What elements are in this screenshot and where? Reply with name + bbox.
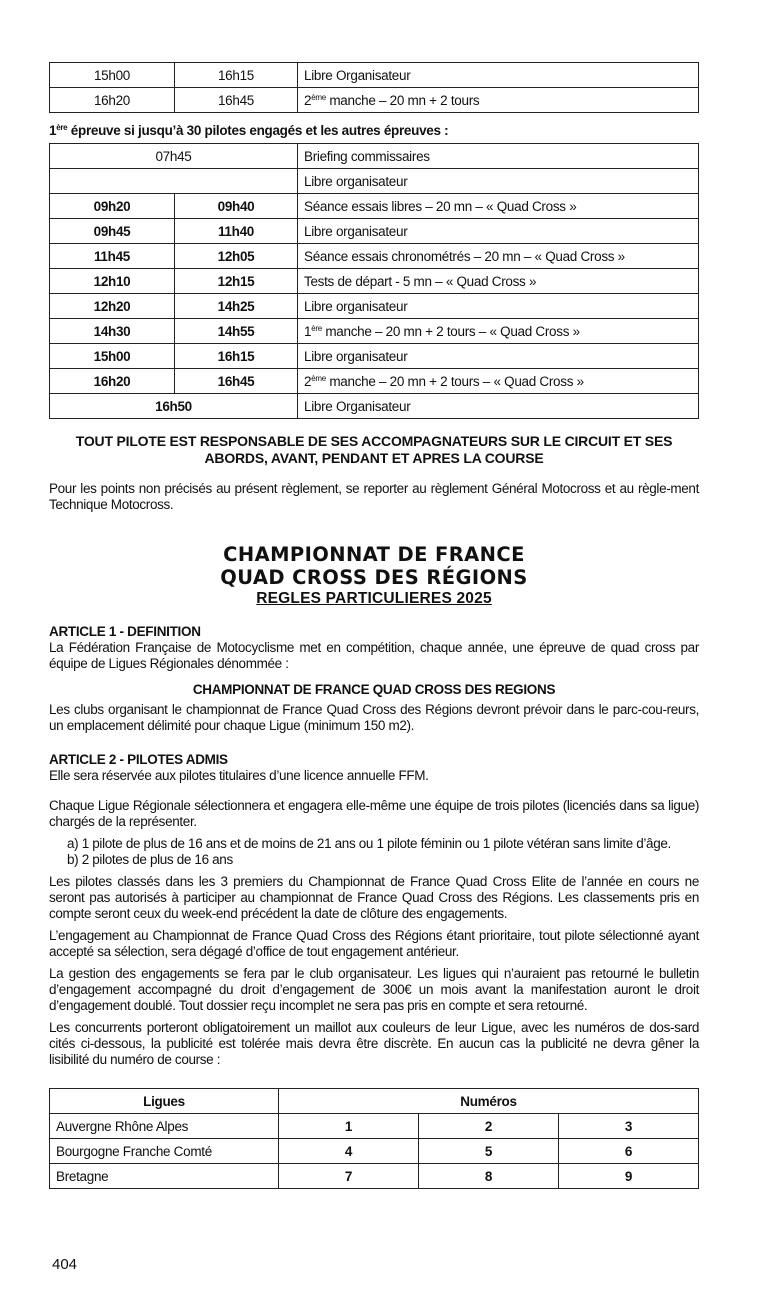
end-time: 16h45 [175, 88, 298, 113]
activity: Briefing commissaires [298, 144, 699, 169]
number: 6 [559, 1139, 699, 1164]
title-line-2: QUAD CROSS DES RÉGIONS [220, 566, 528, 589]
activity: 2ème manche – 20 mn + 2 tours – « Quad Cross » [298, 369, 699, 394]
end-time: 09h40 [175, 194, 298, 219]
start-time: 11h45 [50, 244, 175, 269]
table-row [50, 319, 699, 344]
table-row [50, 394, 699, 419]
end-time: 16h15 [175, 344, 298, 369]
activity: 2ème manche – 20 mn + 2 tours [298, 88, 699, 113]
league-name: Auvergne Rhône Alpes [50, 1114, 279, 1139]
table-row [50, 244, 699, 269]
championship-name: CHAMPIONNAT DE FRANCE QUAD CROSS DES REGIONS [192, 682, 556, 697]
table-row [50, 269, 699, 294]
end-time: 12h05 [175, 244, 298, 269]
table-row [50, 194, 699, 219]
paragraph: La Fédération Française de Motocyclisme met en compétition, chaque année, une épreuve de quad cross par équipe de Ligues Régionales dénommée : [49, 640, 699, 671]
number: 7 [279, 1164, 419, 1189]
table-row [50, 344, 699, 369]
table-row [50, 88, 699, 113]
time [50, 169, 298, 194]
activity: Libre organisateur [298, 169, 699, 194]
start-time: 12h10 [50, 269, 175, 294]
activity: Libre organisateur [298, 344, 699, 369]
number: 4 [279, 1139, 419, 1164]
end-time: 11h40 [175, 219, 298, 244]
start-time: 16h20 [50, 369, 175, 394]
list-item: a) 1 pilote de plus de 16 ans et de moins de 21 ans ou 1 pilote féminin ou 1 pilote vétéran sans limite d’âge. [67, 836, 671, 851]
table-row [50, 219, 699, 244]
activity: Séance essais chronométrés – 20 mn – « Quad Cross » [298, 244, 699, 269]
time: 16h50 [50, 394, 298, 419]
league-numbers-table [49, 1088, 699, 1189]
paragraph: Les concurrents porteront obligatoirement un maillot aux couleurs de leur Ligue, avec les numéros de dos-sard cités ci-dessous, la publicité est tolérée mais devra être discrète. En aucun cas la publicité ne devra gêner la lisibilité du numéro de course : [49, 1020, 699, 1067]
activity: Tests de départ - 5 mn – « Quad Cross » [298, 269, 699, 294]
article-heading: ARTICLE 2 - PILOTES ADMIS [49, 752, 228, 767]
table-row [50, 144, 699, 169]
start-time: 16h20 [50, 88, 175, 113]
number: 9 [559, 1164, 699, 1189]
article-1 [49, 624, 699, 734]
title-line-1: CHAMPIONNAT DE FRANCE [223, 543, 525, 566]
table-row [50, 63, 699, 88]
end-time: 16h15 [175, 63, 298, 88]
list-item: b) 2 pilotes de plus de 16 ans [67, 852, 233, 867]
number: 8 [419, 1164, 559, 1189]
number: 3 [559, 1114, 699, 1139]
time: 07h45 [50, 144, 298, 169]
activity: 1ère manche – 20 mn + 2 tours – « Quad Cross » [298, 319, 699, 344]
table-row [50, 169, 699, 194]
top-schedule-table [49, 62, 699, 113]
start-time: 14h30 [50, 319, 175, 344]
subtitle: REGLES PARTICULIERES 2025 [256, 590, 492, 607]
start-time: 15h00 [50, 344, 175, 369]
start-time: 09h20 [50, 194, 175, 219]
paragraph: La gestion des engagements se fera par le club organisateur. Les ligues qui n’auraient pas retourné le bulletin d’engagement accompagné du droit d’engagement de 300€ un mois avant la manifestation auront le droit d’engagement doublé. Tout dossier reçu incomplet ne sera pas pris en compte et sera retourné. [49, 966, 699, 1013]
responsibility-warning: TOUT PILOTE EST RESPONSABLE DE SES ACCOMPAGNATEURS SUR LE CIRCUIT ET SES ABORDS, AVANT, PENDANT ET APRES LA COURSE [75, 433, 673, 466]
start-time: 15h00 [50, 63, 175, 88]
page-content [49, 62, 699, 1189]
paragraph: Chaque Ligue Régionale sélectionnera et engagera elle-même une équipe de trois pilotes (licenciés dans sa ligue) chargés de la représenter. [49, 798, 699, 829]
end-time: 14h55 [175, 319, 298, 344]
activity: Libre Organisateur [298, 63, 699, 88]
league-name: Bourgogne Franche Comté [50, 1139, 279, 1164]
end-time: 14h25 [175, 294, 298, 319]
table-row [50, 1139, 699, 1164]
league-name: Bretagne [50, 1164, 279, 1189]
page-number: 404 [52, 1256, 78, 1273]
schedule-caption: 1ère épreuve si jusqu’à 30 pilotes engagés et les autres épreuves : [49, 123, 449, 138]
table-row [50, 294, 699, 319]
activity: Libre Organisateur [298, 394, 699, 419]
pilot-list [49, 836, 699, 868]
paragraph: Les clubs organisant le championnat de France Quad Cross des Régions devront prévoir dans le parc-cou-reurs, un emplacement délimité pour chaque Ligue (minimum 150 m2). [49, 702, 699, 733]
article-heading: ARTICLE 1 - DEFINITION [49, 624, 201, 639]
number: 5 [419, 1139, 559, 1164]
paragraph: Les pilotes classés dans les 3 premiers du Championnat de France Quad Cross Elite de l’année en cours ne seront pas autorisés à participer au championnat de France Quad Cross des Régions. Les classements pris en compte seront ceux du week-end précédent la date de clôture des engagements. [49, 874, 699, 921]
table-row [50, 1114, 699, 1139]
header-numeros: Numéros [279, 1089, 699, 1114]
header-ligues: Ligues [50, 1089, 279, 1114]
paragraph: Elle sera réservée aux pilotes titulaires d’une licence annuelle FFM. [49, 768, 429, 783]
number: 1 [279, 1114, 419, 1139]
article-2 [49, 752, 699, 1068]
activity: Libre organisateur [298, 294, 699, 319]
number: 2 [419, 1114, 559, 1139]
start-time: 09h45 [50, 219, 175, 244]
general-note: Pour les points non précisés au présent règlement, se reporter au règlement Général Motocross et au règle-ment Technique Motocross. [49, 481, 699, 512]
activity: Libre organisateur [298, 219, 699, 244]
table-row [50, 369, 699, 394]
paragraph: L’engagement au Championnat de France Quad Cross des Régions étant prioritaire, tout pilote sélectionné ayant accepté sa sélection, sera dégagé d’office de tout engagement antérieur. [49, 928, 699, 959]
end-time: 16h45 [175, 369, 298, 394]
table-header-row [50, 1089, 699, 1114]
end-time: 12h15 [175, 269, 298, 294]
start-time: 12h20 [50, 294, 175, 319]
championship-title [49, 543, 699, 608]
activity: Séance essais libres – 20 mn – « Quad Cross » [298, 194, 699, 219]
table-row [50, 1164, 699, 1189]
main-schedule-table [49, 143, 699, 419]
